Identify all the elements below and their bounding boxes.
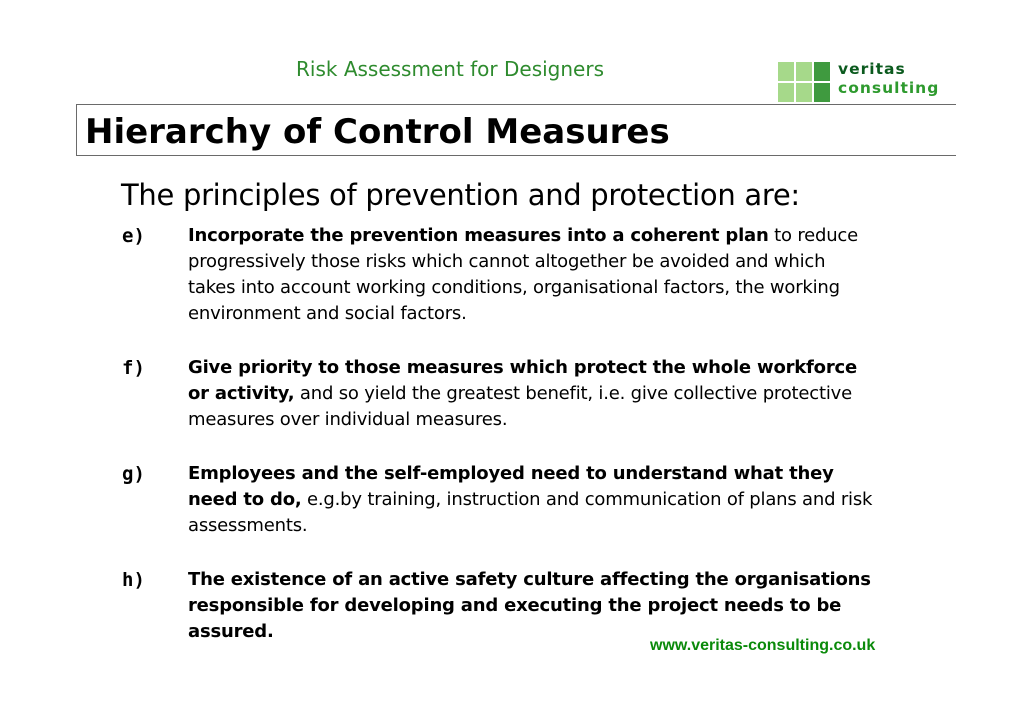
item-body	[188, 355, 878, 433]
veritas-logo	[778, 62, 938, 104]
item-body	[188, 223, 878, 327]
item-marker: f)	[122, 357, 145, 379]
logo-square	[814, 62, 830, 81]
title-bar	[76, 104, 956, 156]
logo-text	[838, 60, 939, 98]
item-text: to reduce progressively those risks which cannot altogether be avoided and which takes into account working conditions, organisational factors, the working environment and social factors.	[188, 225, 859, 324]
item-text: e.g.by training, instruction and communication of plans and risk assessments.	[188, 489, 873, 536]
logo-line-consulting: consulting	[838, 79, 940, 97]
item-bold-text: Give priority to those measures which protect the whole workforce or activity,	[188, 357, 858, 404]
item-body	[188, 461, 878, 539]
item-bold-text: Employees and the self-employed need to understand what they need to do,	[188, 463, 834, 510]
header-title: Risk Assessment for Designers	[296, 57, 604, 81]
item-bold-text: The existence of an active safety culture affecting the organisations responsible for developing and executing the project needs to be assured.	[188, 569, 871, 642]
logo-square	[778, 83, 794, 102]
logo-square	[796, 62, 812, 81]
item-body	[188, 567, 878, 645]
logo-square	[778, 62, 794, 81]
item-marker: g)	[122, 463, 145, 485]
page-title: Hierarchy of Control Measures	[85, 112, 670, 152]
logo-line-veritas: veritas	[838, 60, 906, 78]
intro-text: The principles of prevention and protection are:	[121, 178, 800, 212]
item-marker: e)	[122, 225, 145, 247]
item-bold-text: Incorporate the prevention measures into a coherent plan	[188, 225, 769, 246]
logo-square	[796, 83, 812, 102]
item-marker: h)	[122, 569, 145, 591]
item-text: and so yield the greatest benefit, i.e. give collective protective measures over individual measures.	[188, 383, 852, 430]
logo-squares-icon	[778, 62, 832, 104]
footer-url-link[interactable]: www.veritas-consulting.co.uk	[650, 637, 876, 654]
logo-square	[814, 83, 830, 102]
